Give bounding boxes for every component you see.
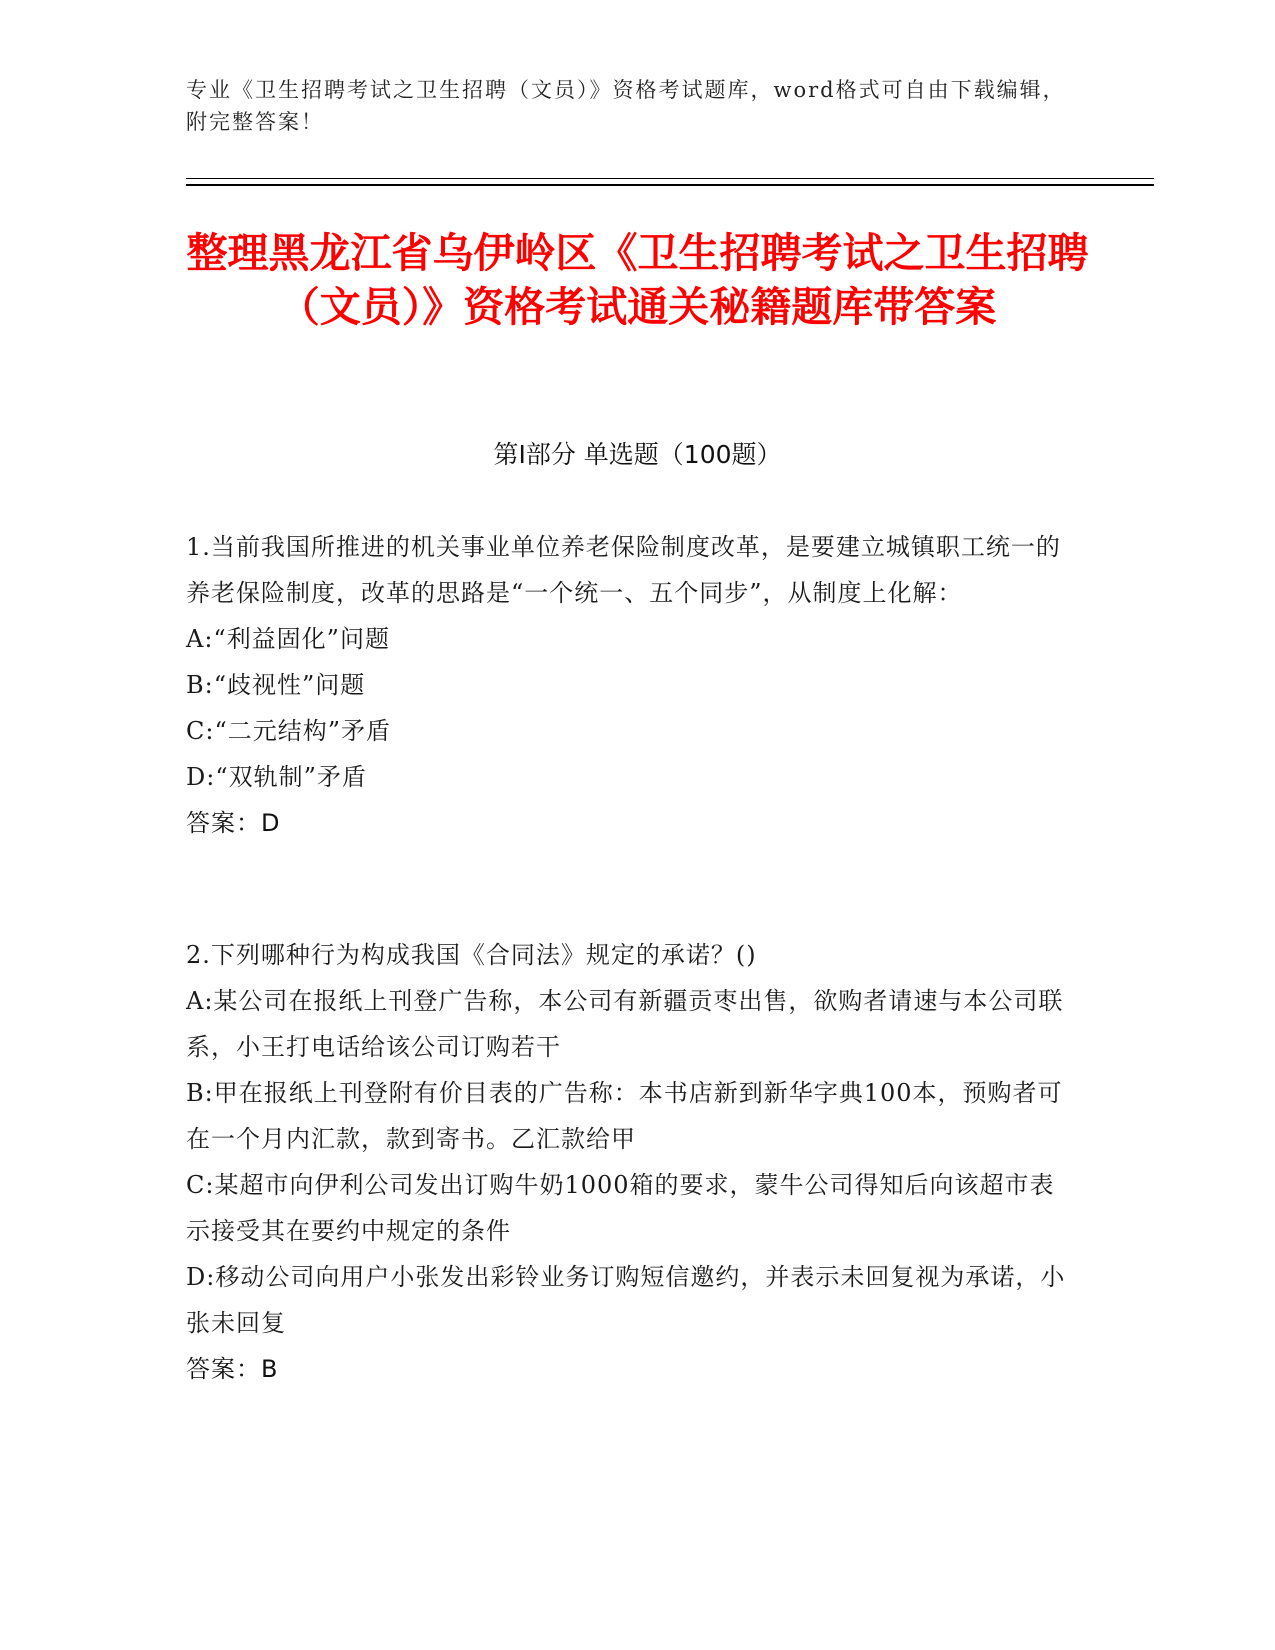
option-b: B:“歧视性”问题 <box>186 671 366 699</box>
option-a: A:某公司在报纸上刊登广告称，本公司有新疆贡枣出售，欲购者请速与本公司联系，小王打电话给该公司订购若干 <box>186 987 1064 1061</box>
answer: 答案：B <box>186 1355 279 1383</box>
option-a: A:“利益固化”问题 <box>186 625 390 653</box>
option-d: D:“双轨制”矛盾 <box>186 763 367 791</box>
option-b: B:甲在报纸上刊登附有价目表的广告称：本书店新到新华字典100本，预购者可在一个月内汇款，款到寄书。乙汇款给甲 <box>186 1079 1063 1153</box>
option-d: D:移动公司向用户小张发出彩铃业务订购短信邀约，并表示未回复视为承诺，小张未回复 <box>186 1263 1066 1337</box>
question-stem: 2.下列哪种行为构成我国《合同法》规定的承诺？() <box>186 941 757 969</box>
question-stem: 1.当前我国所推进的机关事业单位养老保险制度改革，是要建立城镇职工统一的养老保险制度，改革的思路是“一个统一、五个同步”，从制度上化解： <box>186 533 1061 607</box>
option-c: C:某超市向伊利公司发出订购牛奶1000箱的要求，蒙牛公司得知后向该超市表示接受其在要约中规定的条件 <box>186 1171 1055 1245</box>
section-title: 第Ⅰ部分 单选题（100题） <box>493 440 782 469</box>
header-note: 专业《卫生招聘考试之卫生招聘（文员）》资格考试题库，word格式可自由下载编辑，附完整答案！ <box>186 78 1066 134</box>
question-1 <box>186 524 1076 846</box>
answer: 答案：D <box>186 809 281 837</box>
header-divider-thin <box>186 178 1154 179</box>
document-title: 整理黑龙江省乌伊岭区《卫生招聘考试之卫生招聘（文员）》资格考试通关秘籍题库带答案 <box>186 229 1089 331</box>
question-2 <box>186 932 1076 1392</box>
option-c: C:“二元结构”矛盾 <box>186 717 391 745</box>
header-divider-thick <box>186 184 1154 186</box>
